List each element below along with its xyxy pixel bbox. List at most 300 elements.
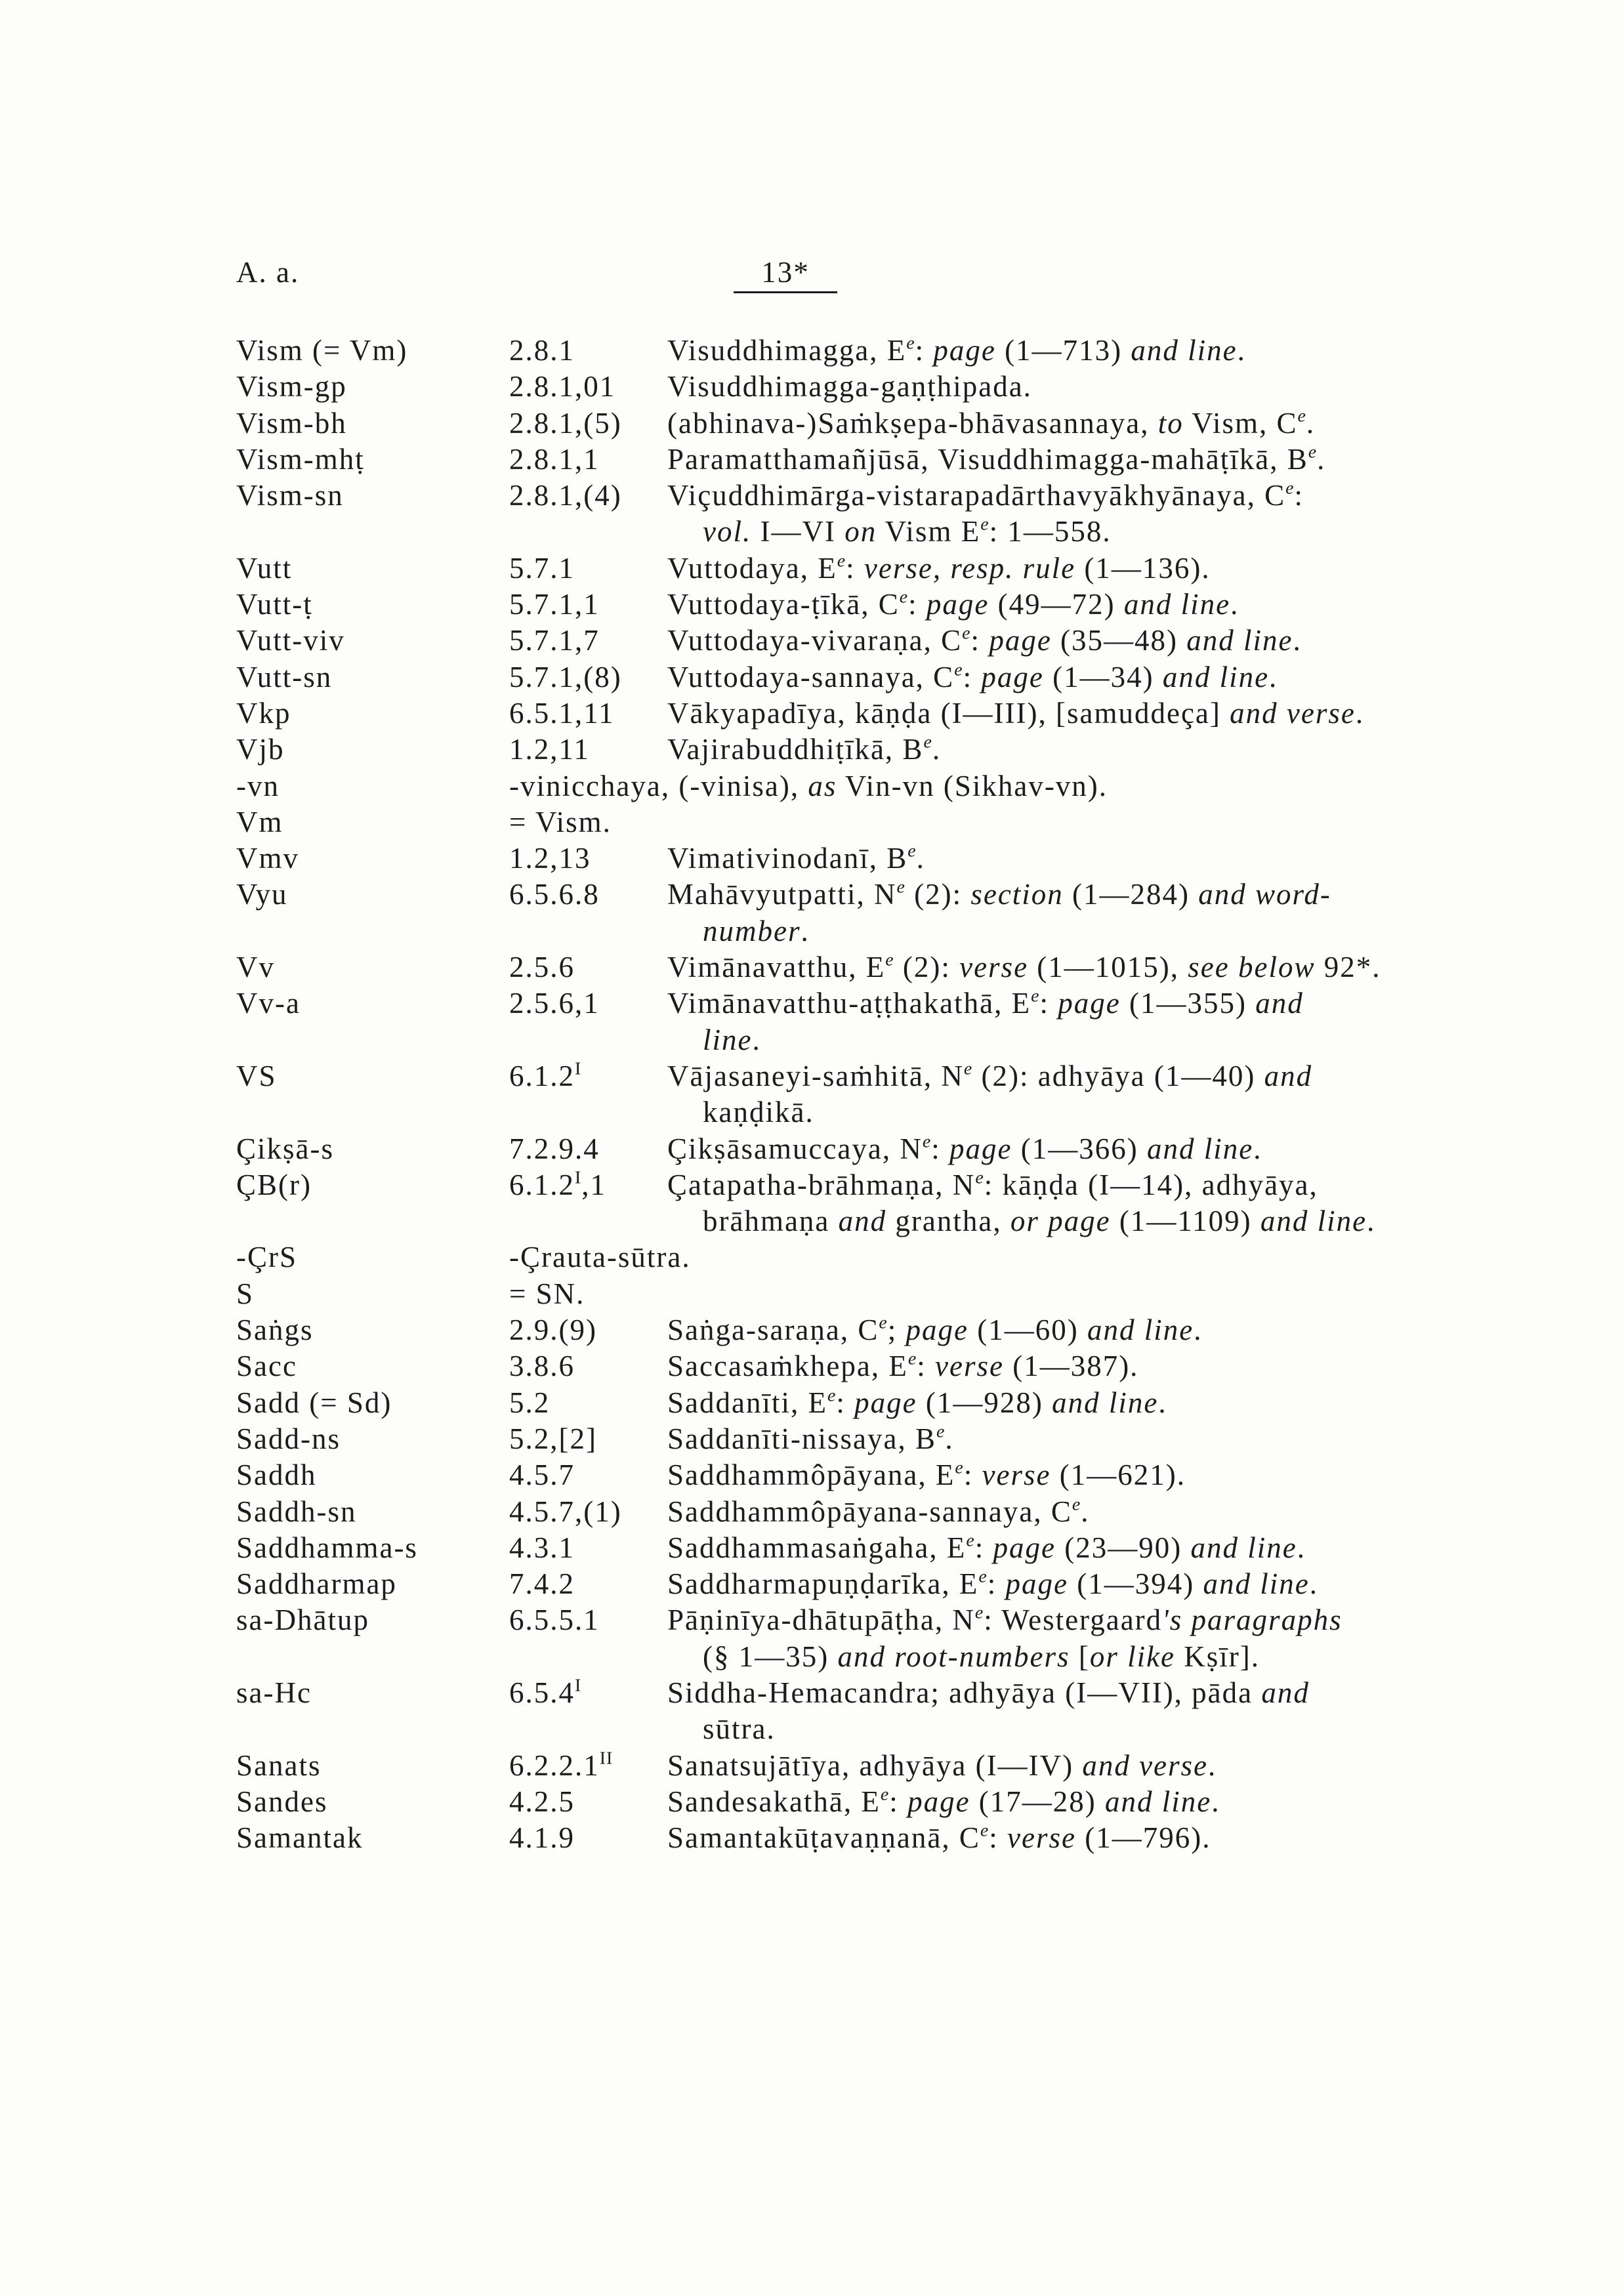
entry-abbreviation: Çikṣā-s xyxy=(236,1132,334,1165)
text-run: (23—90) xyxy=(1056,1531,1191,1564)
superscript: e xyxy=(899,587,909,608)
text-run: Saddhammasaṅgaha, E xyxy=(667,1531,967,1564)
entry-line xyxy=(0,659,1624,695)
italic-run: and line xyxy=(1186,624,1293,657)
superscript: e xyxy=(955,1457,964,1478)
entry-code xyxy=(509,949,575,985)
superscript: e xyxy=(1297,405,1306,426)
text-run: ,1 xyxy=(581,1168,607,1201)
entry-continuation-line xyxy=(0,1203,1624,1239)
text-run: : xyxy=(1039,987,1058,1020)
entry-line xyxy=(0,1131,1624,1167)
entry-code xyxy=(509,768,1108,804)
entry-abbreviation: Vv xyxy=(236,951,275,984)
entry-code xyxy=(509,623,600,659)
entry-continuation-line xyxy=(0,1094,1624,1130)
entry-abbreviation: Saṅgs xyxy=(236,1313,314,1347)
entry-line xyxy=(0,1457,1624,1493)
italic-run: and xyxy=(838,1205,887,1238)
text-run: Visuddhimagga, E xyxy=(667,334,907,367)
italic-run: and line xyxy=(1123,588,1231,621)
entry-line xyxy=(0,804,1624,840)
abbreviation-entry xyxy=(0,659,1624,695)
text-run: . xyxy=(1208,1748,1217,1782)
text-run: . xyxy=(1230,588,1239,621)
entry-abbreviation: Vutt-viv xyxy=(236,624,345,657)
abbreviation-entry xyxy=(0,1602,1624,1675)
italic-run: and line xyxy=(1147,1132,1254,1165)
text-run: 2.8.1 xyxy=(509,334,575,367)
text-run: Saddhammôpāyana, E xyxy=(667,1458,955,1492)
text-run: 5.7.1 xyxy=(509,551,575,585)
superscript: e xyxy=(980,1820,989,1841)
text-run: Vimānavatthu, E xyxy=(667,951,886,984)
text-run: . xyxy=(1367,1205,1376,1238)
superscript: II xyxy=(599,1748,614,1769)
italic-run: vol. xyxy=(703,515,752,548)
entry-description xyxy=(667,1312,1203,1348)
italic-run: page xyxy=(989,624,1052,657)
text-run: (1—1015), xyxy=(1028,951,1188,984)
italic-run: and line xyxy=(1203,1567,1310,1601)
superscript: e xyxy=(922,1131,932,1152)
entry-code xyxy=(509,333,575,369)
entry-line xyxy=(0,333,1624,369)
text-run: . xyxy=(801,914,810,947)
entry-abbreviation: Saddh xyxy=(236,1458,317,1492)
text-run: (1—34) xyxy=(1043,660,1163,693)
entry-line xyxy=(0,1820,1624,1856)
italic-run: and xyxy=(1261,1676,1310,1709)
entry-description-continuation xyxy=(703,913,810,949)
italic-run: section xyxy=(970,878,1064,911)
entry-description xyxy=(667,550,1211,587)
entry-abbreviation: Sadd-ns xyxy=(236,1422,341,1455)
italic-run: page xyxy=(949,1132,1012,1165)
italic-run: and verse xyxy=(1082,1748,1209,1782)
entry-abbreviation: Vism-bh xyxy=(236,406,347,440)
abbreviation-entry xyxy=(0,1312,1624,1348)
text-run: 4.5.7,(1) xyxy=(509,1495,622,1528)
entry-description-continuation xyxy=(703,1022,761,1058)
text-run: : xyxy=(963,1458,982,1492)
text-run: Vākyapadīya, kāṇḍa (I—III), [samuddeça] xyxy=(667,696,1230,730)
entry-line xyxy=(0,1385,1624,1421)
text-run: : kāṇḍa (I—14), adhyāya, xyxy=(984,1168,1318,1201)
entry-abbreviation: Vism-gp xyxy=(236,370,347,403)
entry-code xyxy=(509,1421,597,1457)
entry-description-continuation xyxy=(703,514,1112,550)
entry-description xyxy=(667,877,1331,913)
entry-abbreviation: Samantak xyxy=(236,1821,364,1855)
entry-line xyxy=(0,1530,1624,1566)
entry-description-continuation xyxy=(703,1711,776,1747)
entry-code xyxy=(509,695,615,732)
abbreviation-entry xyxy=(0,695,1624,732)
text-run: 2.8.1,01 xyxy=(509,370,616,403)
superscript: e xyxy=(827,1385,837,1406)
text-run: : xyxy=(889,1785,908,1818)
superscript: e xyxy=(1072,1494,1081,1515)
entry-code xyxy=(509,877,600,913)
entry-description xyxy=(667,1784,1220,1820)
entry-abbreviation: sa-Hc xyxy=(236,1676,312,1709)
entry-line xyxy=(0,1784,1624,1820)
text-run: . xyxy=(1317,442,1326,476)
abbreviation-entry xyxy=(0,1748,1624,1784)
entry-line xyxy=(0,550,1624,587)
italic-run: and root-numbers xyxy=(837,1640,1070,1673)
entry-line xyxy=(0,587,1624,623)
entry-abbreviation: Vkp xyxy=(236,696,291,730)
text-run: 6.1.2 xyxy=(509,1059,575,1092)
text-run: Mahāvyutpatti, N xyxy=(667,878,897,911)
text-run: . xyxy=(1237,334,1246,367)
text-run: . xyxy=(1253,1132,1262,1165)
superscript: e xyxy=(1308,442,1318,463)
text-run: . xyxy=(945,1422,954,1455)
italic-run: and line xyxy=(1260,1205,1367,1238)
abbreviation-entry xyxy=(0,442,1624,478)
italic-run: see below xyxy=(1188,951,1316,984)
text-run: Vimativinodanī, B xyxy=(667,842,908,875)
text-run: Paramatthamañjūsā, Visuddhimagga-mahāṭīkā, B xyxy=(667,442,1308,476)
text-run: 7.4.2 xyxy=(509,1567,575,1601)
text-run: Çatapatha-brāhmaṇa, N xyxy=(667,1168,976,1201)
superscript: e xyxy=(1031,986,1040,1007)
superscript: e xyxy=(896,877,906,898)
entry-line xyxy=(0,1239,1624,1275)
text-run: (1—928) xyxy=(917,1386,1052,1419)
abbreviation-entry xyxy=(0,478,1624,550)
entry-abbreviation: Sadd (= Sd) xyxy=(236,1386,392,1419)
entry-code xyxy=(509,478,622,514)
abbreviation-entry xyxy=(0,1820,1624,1856)
abbreviation-entry xyxy=(0,985,1624,1058)
italic-run: page xyxy=(1005,1567,1068,1601)
text-run: (1—355) xyxy=(1120,987,1256,1020)
text-run: Kṣīr]. xyxy=(1175,1640,1260,1673)
abbreviation-entry xyxy=(0,1131,1624,1167)
abbreviation-entry xyxy=(0,623,1624,659)
text-run: (49—72) xyxy=(989,588,1124,621)
text-run: Viçuddhimārga-vistarapadārthavyākhyānaya, C xyxy=(667,479,1286,512)
italic-run: and line xyxy=(1162,660,1270,693)
abbreviation-entry xyxy=(0,405,1624,442)
abbreviation-entry xyxy=(0,949,1624,985)
superscript: e xyxy=(907,840,917,861)
entry-abbreviation: Sanats xyxy=(236,1748,322,1782)
text-run: 6.5.5.1 xyxy=(509,1603,600,1637)
entry-code xyxy=(509,840,591,877)
text-run: Çikṣāsamuccaya, N xyxy=(667,1132,923,1165)
entry-abbreviation: Vmv xyxy=(236,842,299,875)
text-run: 2.5.6 xyxy=(509,951,575,984)
text-run: . xyxy=(1306,406,1316,440)
superscript: e xyxy=(907,1349,917,1370)
entry-line xyxy=(0,1348,1624,1384)
text-run: : xyxy=(963,660,982,693)
entry-code xyxy=(509,659,622,695)
text-run: 6.5.4 xyxy=(509,1676,575,1709)
text-run: 2.8.1,(4) xyxy=(509,479,622,512)
text-run: 5.7.1,(8) xyxy=(509,660,622,693)
entry-line xyxy=(0,695,1624,732)
entry-description-continuation xyxy=(703,1203,1375,1239)
text-run: Vimānavatthu-aṭṭhakathā, E xyxy=(667,987,1031,1020)
entry-description xyxy=(667,840,925,877)
text-run: : xyxy=(908,588,927,621)
text-run: Visuddhimagga-gaṇṭhipada. xyxy=(667,370,1032,403)
entry-line xyxy=(0,768,1624,804)
text-run: . xyxy=(1081,1495,1090,1528)
abbreviation-entry xyxy=(0,333,1624,369)
text-run: sūtra. xyxy=(703,1712,776,1746)
text-run: -Çrauta-sūtra. xyxy=(509,1241,691,1274)
superscript: I xyxy=(575,1675,582,1696)
entry-description xyxy=(667,1820,1211,1856)
entry-code xyxy=(509,442,600,478)
superscript: e xyxy=(906,333,915,354)
text-run: grantha, xyxy=(886,1205,1010,1238)
text-run: Vism E xyxy=(877,515,981,548)
superscript: e xyxy=(923,732,932,753)
text-run: . xyxy=(1194,1313,1203,1347)
italic-run: page xyxy=(854,1386,917,1419)
text-run: 5.2,[2] xyxy=(509,1422,597,1455)
entry-code xyxy=(509,732,590,768)
text-run: Pāṇinīya-dhātupāṭha, N xyxy=(667,1603,975,1637)
abbreviation-entry xyxy=(0,1675,1624,1748)
superscript: e xyxy=(966,1530,975,1551)
italic-run: or page xyxy=(1010,1205,1111,1238)
italic-run: line xyxy=(703,1023,753,1056)
superscript: e xyxy=(879,1312,888,1333)
abbreviation-entry xyxy=(0,1167,1624,1240)
entry-description xyxy=(667,949,1381,985)
italic-run: and verse xyxy=(1230,696,1356,730)
text-run: (1—1109) xyxy=(1110,1205,1260,1238)
entry-abbreviation: Vv-a xyxy=(236,987,301,1020)
text-run: (1—60) xyxy=(968,1313,1088,1347)
entry-description xyxy=(667,1457,1186,1493)
text-run: Saddanīti, E xyxy=(667,1386,827,1419)
text-run: 2.5.6,1 xyxy=(509,987,600,1020)
text-run: (1—394) xyxy=(1068,1567,1203,1601)
italic-run: or like xyxy=(1089,1640,1176,1673)
entry-code xyxy=(509,369,615,405)
italic-run: and line xyxy=(1190,1531,1297,1564)
entry-code xyxy=(509,1820,575,1856)
text-run: (35—48) xyxy=(1051,624,1187,657)
text-run: Vuttodaya-ṭīkā, C xyxy=(667,588,900,621)
entry-description xyxy=(667,1348,1138,1384)
text-run: I—VI xyxy=(751,515,845,548)
text-run: 6.2.2.1 xyxy=(509,1748,600,1782)
running-head: A. a. xyxy=(236,256,300,289)
text-run: 2.9.(9) xyxy=(509,1313,597,1347)
text-run: 3.8.6 xyxy=(509,1350,575,1383)
text-run: 4.2.5 xyxy=(509,1785,575,1818)
entry-abbreviation: Vism-mhṭ xyxy=(236,442,365,476)
text-run: 5.2 xyxy=(509,1386,551,1419)
text-run: . xyxy=(1211,1785,1220,1818)
italic-run: and xyxy=(1264,1059,1313,1092)
text-run: . xyxy=(932,733,942,766)
abbreviation-entry xyxy=(0,1457,1624,1493)
text-run: Saṅga-saraṇa, C xyxy=(667,1313,879,1347)
abbreviation-entry xyxy=(0,1239,1624,1275)
abbreviation-entry xyxy=(0,1530,1624,1566)
entry-continuation-line xyxy=(0,1639,1624,1675)
italic-run: 's paragraphs xyxy=(1162,1603,1343,1637)
entry-description xyxy=(667,985,1304,1022)
italic-run: and line xyxy=(1087,1313,1194,1347)
text-run: : 1—558. xyxy=(989,515,1112,548)
italic-run: verse xyxy=(935,1350,1004,1383)
page-number-rule xyxy=(734,291,837,293)
text-run: (1—621). xyxy=(1051,1458,1186,1492)
italic-run: number xyxy=(703,914,801,947)
superscript: e xyxy=(837,550,846,571)
abbreviation-entry xyxy=(0,1276,1624,1312)
entry-code xyxy=(509,1494,622,1530)
text-run: (§ 1—35) xyxy=(703,1640,838,1673)
superscript: e xyxy=(978,1566,988,1587)
entry-abbreviation: -vn xyxy=(236,769,280,802)
text-run: : xyxy=(970,624,989,657)
abbreviation-entry xyxy=(0,1566,1624,1602)
entry-abbreviation: Saddh-sn xyxy=(236,1495,357,1528)
abbreviation-entry xyxy=(0,768,1624,804)
text-run: : xyxy=(989,1821,1008,1855)
entry-line xyxy=(0,1494,1624,1530)
abbreviation-list xyxy=(0,333,1624,1856)
italic-run: and line xyxy=(1131,334,1238,367)
entry-code xyxy=(509,405,622,442)
entry-code xyxy=(509,1385,550,1421)
text-run: (17—28) xyxy=(970,1785,1106,1818)
entry-code xyxy=(509,804,612,840)
entry-code xyxy=(509,985,600,1022)
text-run: Sanatsujātīya, adhyāya (I—IV) xyxy=(667,1748,1083,1782)
italic-run: verse, resp. rule xyxy=(864,551,1076,585)
entry-description xyxy=(667,1385,1167,1421)
entry-code xyxy=(509,1131,600,1167)
italic-run: verse xyxy=(982,1458,1051,1492)
superscript: e xyxy=(885,949,894,970)
entry-continuation-line xyxy=(0,913,1624,949)
entry-line xyxy=(0,442,1624,478)
text-run: 5.7.1,7 xyxy=(509,624,600,657)
entry-continuation-line xyxy=(0,1022,1624,1058)
abbreviation-entry xyxy=(0,877,1624,949)
entry-description xyxy=(667,1748,1217,1784)
text-run: Vājasaneyi-saṁhitā, N xyxy=(667,1059,964,1092)
text-run: . xyxy=(916,842,925,875)
text-run: : xyxy=(836,1386,855,1419)
entry-code xyxy=(509,587,600,623)
superscript: e xyxy=(980,514,989,535)
text-run: (1—366) xyxy=(1012,1132,1148,1165)
text-run: Vism, C xyxy=(1183,406,1298,440)
entry-continuation-line xyxy=(0,514,1624,550)
entry-abbreviation: ÇB(r) xyxy=(236,1168,312,1201)
entry-code xyxy=(509,1566,575,1602)
entry-abbreviation: Sandes xyxy=(236,1785,328,1818)
text-run: . xyxy=(1269,660,1278,693)
abbreviation-entry xyxy=(0,1494,1624,1530)
italic-run: page xyxy=(933,334,996,367)
text-run: 6.1.2 xyxy=(509,1168,575,1201)
text-run: Vuttodaya-vivaraṇa, C xyxy=(667,624,963,657)
text-run: . xyxy=(1355,696,1365,730)
entry-line xyxy=(0,1167,1624,1203)
entry-description-continuation xyxy=(703,1639,1260,1675)
entry-abbreviation: Vutt xyxy=(236,551,293,585)
italic-run: and line xyxy=(1105,1785,1212,1818)
abbreviation-entry xyxy=(0,1784,1624,1820)
entry-code xyxy=(509,1675,581,1711)
italic-run: verse xyxy=(1007,1821,1076,1855)
text-run: : xyxy=(915,334,934,367)
entry-description xyxy=(667,732,941,768)
text-run: 2.8.1,(5) xyxy=(509,406,622,440)
superscript: e xyxy=(975,1167,984,1188)
text-run: 6.5.6.8 xyxy=(509,878,600,911)
entry-description xyxy=(667,659,1278,695)
entry-line xyxy=(0,732,1624,768)
entry-code xyxy=(509,1058,581,1094)
entry-code xyxy=(509,1239,691,1275)
entry-line xyxy=(0,1566,1624,1602)
italic-run: as xyxy=(808,769,837,802)
text-run: (1—713) xyxy=(995,334,1131,367)
text-run: 4.1.9 xyxy=(509,1821,575,1855)
text-run: Vuttodaya, E xyxy=(667,551,837,585)
entry-abbreviation: -ÇrS xyxy=(236,1241,298,1274)
text-run: 4.3.1 xyxy=(509,1531,575,1564)
text-run: . xyxy=(752,1023,761,1056)
text-run: . xyxy=(1297,1531,1306,1564)
text-run: -vinicchaya, (-vinisa), xyxy=(509,769,808,802)
italic-run: on xyxy=(844,515,877,548)
entry-line xyxy=(0,1058,1624,1094)
text-run: Vuttodaya-sannaya, C xyxy=(667,660,955,693)
entry-description xyxy=(667,1530,1306,1566)
entry-description xyxy=(667,442,1325,478)
superscript: I xyxy=(575,1058,582,1079)
superscript: e xyxy=(880,1784,890,1805)
text-run: = SN. xyxy=(509,1277,585,1310)
entry-abbreviation: Saddhamma-s xyxy=(236,1531,418,1564)
entry-line xyxy=(0,877,1624,913)
text-run: 1.2,11 xyxy=(509,733,590,766)
text-run: . xyxy=(1309,1567,1318,1601)
abbreviation-entry xyxy=(0,732,1624,768)
entry-code xyxy=(509,1167,606,1203)
italic-run: verse xyxy=(959,951,1029,984)
abbreviation-entry xyxy=(0,840,1624,877)
text-run: : xyxy=(917,1350,935,1383)
italic-run: page xyxy=(981,660,1044,693)
entry-description xyxy=(667,695,1364,732)
abbreviation-entry xyxy=(0,804,1624,840)
entry-line xyxy=(0,369,1624,405)
text-run: 6.5.1,11 xyxy=(509,696,615,730)
entry-line xyxy=(0,405,1624,442)
entry-line xyxy=(0,985,1624,1022)
